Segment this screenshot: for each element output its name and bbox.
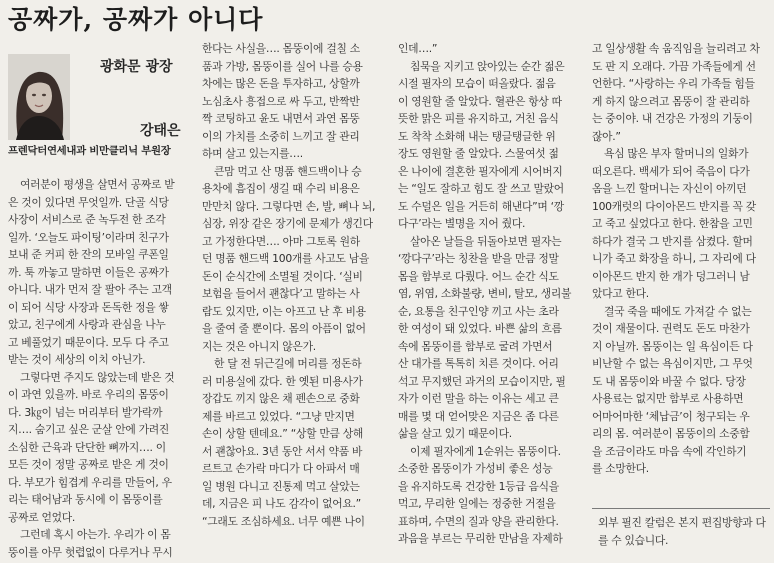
text-line: 은 나이에 결혼한 필자에게 시어버지 [398,164,563,178]
text-line: 보내 준 커피 한 잔의 모바일 쿠폰일 [8,248,169,261]
text-line: 람도 있지만, 이는 아프고 난 후 비용 [202,304,366,318]
text-line: 여러분이 평생을 살면서 공짜로 받 [20,178,175,191]
author-name: 강태은 [140,123,181,139]
headline: 공짜가, 공짜가 아니다 [8,5,264,34]
text-line: 고 일상생활 속 움직임을 늘리려고 차 [592,42,760,55]
text-line: 이아몬드 반지 한 개가 덩그러니 남 [592,269,750,283]
text-line: 는 “일도 잘하고 힘도 잘 쓰고 말랐어 [398,182,564,195]
text-line: 도 수덜은 일을 거든히 해낸다”며 ‘깡 [398,199,564,213]
text-line: 인데….” [398,42,438,55]
text-line: 옴을 느낀 할머니는 자신이 아끼던 [592,182,747,195]
article-column-1 [8,176,192,563]
disclaimer-divider [592,508,770,509]
text-line: 잖아.” [592,129,621,143]
text-line: 지 아닐까. 몸뚱이는 일 욕심이든 다 [592,339,753,353]
text-line: 용차에 흠집이 생길 때 수리 비용은 [202,182,360,195]
text-line: 다. 부모가 힘겹게 우리를 만들어, 우 [8,475,172,489]
text-line: 하다가 결국 그 반지를 삼켰다. 할머 [592,234,753,248]
text-line: 러 미용실에 갔다. 한 옛된 미용사가 [202,374,363,388]
text-line: 리의 몸. 여러분이 몸뚱이의 소중함 [592,427,750,440]
text-line: 어마어마한 ‘체납금’이 청구되는 우 [592,409,750,423]
text-line: 게 하지 않으려고 몸뚱이 잘 관리하 [592,94,750,108]
text-line: 은 것이 있다면 무엇일까. 단골 식당 [8,195,169,209]
text-line: 던 명품 핸드백 100개를 사고도 남을 [202,252,370,265]
text-line: 외부 필진 칼럼은 본지 편집방향과 다 [598,516,766,529]
text-line: 매를 몇 대 얻어맞은 지금은 좀 다른 [398,409,559,423]
text-line: 일 병원 다니고 진통제 먹고 살았는 [202,479,360,493]
text-line: 을 조금이라도 마음 속에 각인하기 [592,444,747,458]
text-line: 차에는 많은 돈을 투자하고, 상할까 [202,77,360,90]
text-line: 노심초사 흥접으로 싸 두고, 반짝반 [202,94,360,108]
text-line: 일까. ‘오늘도 파이팅’이라며 친구가 [8,230,169,244]
text-line: 보험을 들어서 괜찮다’고 말하는 사 [202,287,360,300]
text-line: 이 영원할 줄 알았다. 혈관은 항상 따 [398,94,562,108]
text-line: 비난할 수 없는 욕심이지만, 그 무엇 [592,357,753,370]
text-line: 았고, 친구에게 사랑과 관심을 나누 [8,318,166,331]
text-line: 지는 것은 아니지 않은가. [202,339,316,353]
text-line: ‘깡다구’라는 칭찬을 받을 만큼 정말 [398,252,559,265]
text-line: 산 대가를 톡톡히 치른 것이다. 어리 [398,357,559,370]
text-line: 장갑도 끼지 않은 채 펜손으로 중화 [202,392,360,405]
text-line: 사용료는 없지만 함부로 사용하면 [592,392,744,405]
text-line: 석고 무지했던 과거의 모습이지만, 필 [398,374,566,388]
text-line: 짝 코팅하고 윤도 내면서 과연 몸뚱 [202,112,360,125]
text-line: 받는 것이 세상의 이치 아닌가. [8,353,146,366]
text-line: 언한다. “사랑하는 우리 가족들 힘들 [592,77,755,90]
text-line: 을 유지하도록 건강한 1등급 음식을 [398,479,559,493]
author-photo [8,54,70,140]
text-line: 아니다. 내가 먼저 잘 팔아 주는 고객 [8,283,172,296]
text-line: 니가 죽고 화장을 하니, 그 자리에 다 [592,252,756,265]
text-line: 제를 바르고 있었다. “그냥 만지면 [202,409,355,423]
text-line: 욕심 많은 부자 할머니의 일화가 [604,147,749,160]
text-line: 품과 가방, 몸뚱이를 실어 나를 승용 [202,59,363,73]
text-line: 이의 가치를 소중히 느끼고 잘 관리 [202,129,360,143]
text-line: 이제 필자에게 1순위는 몸뚱이다. [410,444,561,458]
text-line: 뜻한 맑은 피를 유지하고, 거친 음식 [398,112,559,125]
text-line: 자가 이런 말을 하는 이유는 세고 큰 [398,392,559,405]
text-line: 시절 필자의 모습이 떠올랐다. 젊음 [398,77,556,90]
text-line: 한 여성이 돼 있었다. 바쁜 삶의 흐름 [398,322,562,335]
editorial-disclaimer [598,514,768,549]
text-line: 는 중이야. 내 건강은 가정의 기둥이 [592,112,753,125]
text-line: 100캐럿의 다이아몬드 반지를 꼭 갖 [592,199,756,213]
text-line: 도 판 지 오래다. 가끔 가족들에게 선 [592,59,756,73]
text-line: 소심한 근육과 단단한 뼈까지…. 이 [8,440,166,454]
text-line: 속에 몸뚱이를 함부로 굴려 가면서 [398,339,553,353]
text-line: 르트고 손가락 마디가 다 아파서 매 [202,462,360,475]
text-line: 몸을 함부로 다뤘다. 어느 순간 식도 [398,269,559,283]
text-line: 고 베풀었기 때문이다. 모두 다 주고 [8,335,169,349]
text-line: 그렇다면 주지도 않았는데 받은 것 [20,370,175,384]
text-line: 았다고 한다. [592,287,649,300]
text-line: “그래도 조심하세요. 너무 예쁜 나이 [202,514,365,528]
author-portrait-image [8,54,70,140]
text-line: 순, 요통을 친구인양 끼고 사는 초라 [398,304,559,318]
text-line: 다구’라는 별명을 지어 줬다. [398,217,526,230]
text-line: 그런데 혹시 아는가. 우리가 이 몸 [20,528,171,541]
text-line: 표하며, 수면의 질과 양을 관리한다. [398,514,559,528]
text-line: 살아온 날들을 뒤돌아보면 필자는 [410,234,562,248]
text-line: 한다는 사실을…. 몸뚱이에 걸칠 소 [202,42,360,55]
article-column-2 [202,40,388,563]
text-line: 를 수 있습니다. [598,533,669,547]
text-line: 를 소망한다. [592,462,649,475]
text-line: 심장, 위장 같은 장기에 문제가 생긴다 [202,217,373,230]
text-line: 데, 지금은 피 나도 감각이 없어요.” [202,497,361,510]
text-line: 떠오른다. 백세가 되어 죽음이 다가 [592,164,750,178]
text-line: 하며 살고 있는지를…. [202,147,303,160]
text-line: 도 착착 소화해 내는 탱글탱글한 위 [398,129,556,143]
text-line: 침묵을 지키고 앉아있는 순간 젊은 [410,59,565,73]
text-line: 삶을 살고 있기 때문이다. [398,427,512,440]
text-line: 손이 상할 텐데요.” “상할 만큼 상해 [202,427,364,440]
text-line: 고 가정한다면…. 아마 그토록 원하 [202,234,360,248]
text-line: 과음을 부르는 무리한 만남을 자제하 [398,532,563,545]
text-line: 소중한 몸뚱이가 가성비 좋은 성능 [398,462,553,475]
text-line: 고 죽고 싶었다고 한다. 한참을 고민 [592,217,753,230]
text-line: 도 내 몸뚱이와 바꿀 수 없다. 당장 [592,374,746,388]
text-line: 한 달 전 뒤근길에 머리를 정돈하 [214,357,362,370]
text-line: 공짜로 얻었다. [8,510,76,524]
text-line: 돈이 순식간에 소멸될 것이다. ‘실비 [202,269,363,283]
text-line: 결국 죽을 때에도 가져갈 수 없는 [604,304,752,318]
text-line: 먹고, 무리한 일에는 정중한 거절을 [398,497,556,510]
text-line: 이 과연 있을까. 바로 우리의 몸뚱이 [8,388,169,401]
text-line: 염, 위염, 소화불량, 변비, 탈모, 생리불 [398,287,572,300]
text-line: 사장이 서비스로 준 녹두전 한 조각 [8,213,166,226]
text-line: 까. 툭 까놓고 말하면 이들은 공짜가 [8,265,169,279]
column-section-label: 광화문 광장 [100,59,173,75]
text-line: 만만치 않다. 그렇다면 손, 발, 뼈나 뇌, [202,199,376,213]
text-line: 지…. 숨기고 싶은 군살 안에 가려진 [8,423,169,436]
text-line: 장도 영원할 줄 알았다. 스물여섯 젊 [398,147,559,160]
text-line: 뚱이를 아무 헛렵없이 다루거나 무시 [8,545,173,559]
author-affiliation: 프렌닥터연세내과 비만클리닉 부원장 [8,145,171,157]
text-line: 큰맘 먹고 산 명품 핸드백이나 승 [214,164,362,178]
text-line: 모든 것이 정말 공짜로 받은 게 것이 [8,458,169,471]
text-line: 것이 재물이다. 권력도 돈도 마찬가 [592,322,750,335]
article-column-4 [592,40,770,563]
article-column-3 [398,40,584,563]
text-line: 이 되어 식당 사장과 돈독한 정을 쌓 [8,300,169,314]
text-line: 다. 3㎏이 넘는 머리부터 발가락까 [8,405,163,419]
text-line: 리는 태어남과 동시에 이 몸뚱이를 [8,493,163,506]
text-line: 서 괜찮아요. 3년 동안 서서 약품 바 [202,444,363,458]
text-line: 을 줄여 줄 뿐이다. 몸의 아픔이 없어 [202,322,366,335]
